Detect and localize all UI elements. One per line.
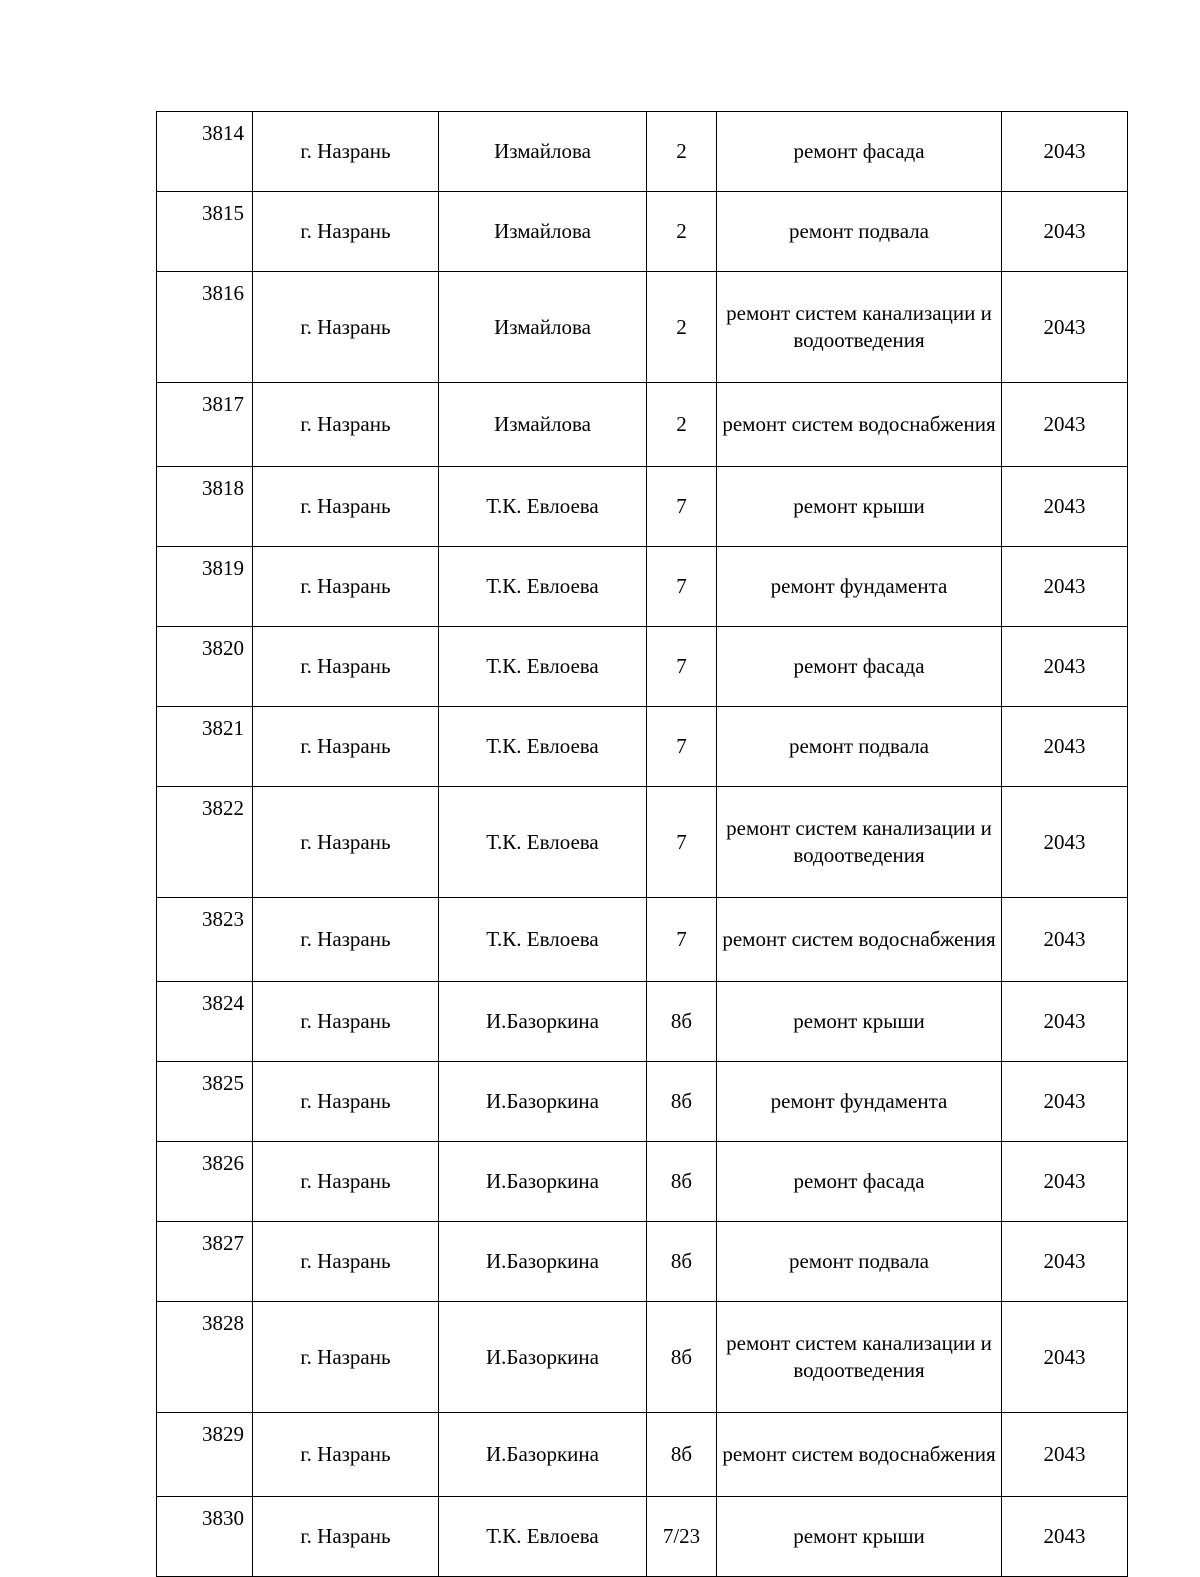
row-number-cell: 3829 (157, 1413, 253, 1497)
year-cell: 2043 (1002, 547, 1128, 627)
house-number-cell: 7 (647, 787, 717, 898)
table-row (157, 547, 1128, 627)
house-number-cell: 7 (647, 707, 717, 787)
table-row (157, 1142, 1128, 1222)
city-cell: г. Назрань (253, 192, 439, 272)
row-number-cell: 3823 (157, 898, 253, 982)
city-cell: г. Назрань (253, 898, 439, 982)
year-cell: 2043 (1002, 272, 1128, 383)
house-number-cell: 8б (647, 1142, 717, 1222)
table-row (157, 1062, 1128, 1142)
city-cell: г. Назрань (253, 1413, 439, 1497)
row-number-cell: 3818 (157, 467, 253, 547)
house-number-cell: 7 (647, 467, 717, 547)
city-cell: г. Назрань (253, 787, 439, 898)
year-cell: 2043 (1002, 898, 1128, 982)
year-cell: 2043 (1002, 383, 1128, 467)
city-cell: г. Назрань (253, 627, 439, 707)
city-cell: г. Назрань (253, 383, 439, 467)
city-cell: г. Назрань (253, 1142, 439, 1222)
work-type-cell: ремонт фасада (717, 1142, 1002, 1222)
table-row (157, 982, 1128, 1062)
street-cell: И.Базоркина (439, 1062, 647, 1142)
street-cell: И.Базоркина (439, 982, 647, 1062)
city-cell: г. Назрань (253, 1222, 439, 1302)
city-cell: г. Назрань (253, 272, 439, 383)
work-type-cell: ремонт подвала (717, 707, 1002, 787)
work-type-cell: ремонт подвала (717, 192, 1002, 272)
table-row (157, 1222, 1128, 1302)
year-cell: 2043 (1002, 1497, 1128, 1577)
row-number-cell: 3821 (157, 707, 253, 787)
street-cell: Т.К. Евлоева (439, 467, 647, 547)
row-number-cell: 3817 (157, 383, 253, 467)
house-number-cell: 2 (647, 383, 717, 467)
work-type-cell: ремонт фундамента (717, 1062, 1002, 1142)
city-cell: г. Назрань (253, 467, 439, 547)
city-cell: г. Назрань (253, 1302, 439, 1413)
work-type-cell: ремонт систем канализации и водоотведения (717, 1302, 1002, 1413)
house-number-cell: 2 (647, 112, 717, 192)
row-number-cell: 3822 (157, 787, 253, 898)
house-number-cell: 8б (647, 1062, 717, 1142)
row-number-cell: 3819 (157, 547, 253, 627)
year-cell: 2043 (1002, 707, 1128, 787)
work-type-cell: ремонт фасада (717, 627, 1002, 707)
house-number-cell: 8б (647, 1302, 717, 1413)
work-type-cell: ремонт крыши (717, 982, 1002, 1062)
street-cell: Т.К. Евлоева (439, 898, 647, 982)
row-number-cell: 3820 (157, 627, 253, 707)
street-cell: Т.К. Евлоева (439, 1497, 647, 1577)
table-row (157, 898, 1128, 982)
year-cell: 2043 (1002, 112, 1128, 192)
row-number-cell: 3826 (157, 1142, 253, 1222)
year-cell: 2043 (1002, 467, 1128, 547)
row-number-cell: 3816 (157, 272, 253, 383)
row-number-cell: 3825 (157, 1062, 253, 1142)
table-row (157, 787, 1128, 898)
work-type-cell: ремонт систем водоснабжения (717, 898, 1002, 982)
house-number-cell: 8б (647, 1413, 717, 1497)
work-type-cell: ремонт систем канализации и водоотведения (717, 787, 1002, 898)
year-cell: 2043 (1002, 1222, 1128, 1302)
table-row (157, 1497, 1128, 1577)
table-row (157, 1302, 1128, 1413)
city-cell: г. Назрань (253, 547, 439, 627)
street-cell: И.Базоркина (439, 1302, 647, 1413)
table-row (157, 627, 1128, 707)
work-type-cell: ремонт подвала (717, 1222, 1002, 1302)
street-cell: И.Базоркина (439, 1413, 647, 1497)
house-number-cell: 7 (647, 547, 717, 627)
year-cell: 2043 (1002, 1413, 1128, 1497)
city-cell: г. Назрань (253, 707, 439, 787)
house-number-cell: 8б (647, 1222, 717, 1302)
street-cell: И.Базоркина (439, 1222, 647, 1302)
year-cell: 2043 (1002, 787, 1128, 898)
row-number-cell: 3824 (157, 982, 253, 1062)
street-cell: Измайлова (439, 383, 647, 467)
house-number-cell: 2 (647, 272, 717, 383)
year-cell: 2043 (1002, 627, 1128, 707)
house-number-cell: 7/23 (647, 1497, 717, 1577)
city-cell: г. Назрань (253, 1062, 439, 1142)
house-number-cell: 7 (647, 627, 717, 707)
work-type-cell: ремонт фасада (717, 112, 1002, 192)
house-number-cell: 8б (647, 982, 717, 1062)
year-cell: 2043 (1002, 1302, 1128, 1413)
year-cell: 2043 (1002, 192, 1128, 272)
table-row (157, 707, 1128, 787)
work-type-cell: ремонт систем канализации и водоотведения (717, 272, 1002, 383)
row-number-cell: 3815 (157, 192, 253, 272)
table-row (157, 383, 1128, 467)
city-cell: г. Назрань (253, 112, 439, 192)
street-cell: Измайлова (439, 192, 647, 272)
row-number-cell: 3814 (157, 112, 253, 192)
work-type-cell: ремонт систем водоснабжения (717, 383, 1002, 467)
repair-schedule-table (156, 111, 1128, 1577)
street-cell: Т.К. Евлоева (439, 707, 647, 787)
street-cell: Т.К. Евлоева (439, 787, 647, 898)
table-row (157, 112, 1128, 192)
work-type-cell: ремонт крыши (717, 467, 1002, 547)
house-number-cell: 2 (647, 192, 717, 272)
table-row (157, 272, 1128, 383)
work-type-cell: ремонт крыши (717, 1497, 1002, 1577)
year-cell: 2043 (1002, 982, 1128, 1062)
year-cell: 2043 (1002, 1142, 1128, 1222)
year-cell: 2043 (1002, 1062, 1128, 1142)
street-cell: Измайлова (439, 112, 647, 192)
street-cell: Т.К. Евлоева (439, 627, 647, 707)
city-cell: г. Назрань (253, 982, 439, 1062)
street-cell: Измайлова (439, 272, 647, 383)
city-cell: г. Назрань (253, 1497, 439, 1577)
row-number-cell: 3828 (157, 1302, 253, 1413)
table-row (157, 192, 1128, 272)
table-row (157, 467, 1128, 547)
table-row (157, 1413, 1128, 1497)
work-type-cell: ремонт систем водоснабжения (717, 1413, 1002, 1497)
street-cell: Т.К. Евлоева (439, 547, 647, 627)
house-number-cell: 7 (647, 898, 717, 982)
row-number-cell: 3827 (157, 1222, 253, 1302)
street-cell: И.Базоркина (439, 1142, 647, 1222)
work-type-cell: ремонт фундамента (717, 547, 1002, 627)
row-number-cell: 3830 (157, 1497, 253, 1577)
